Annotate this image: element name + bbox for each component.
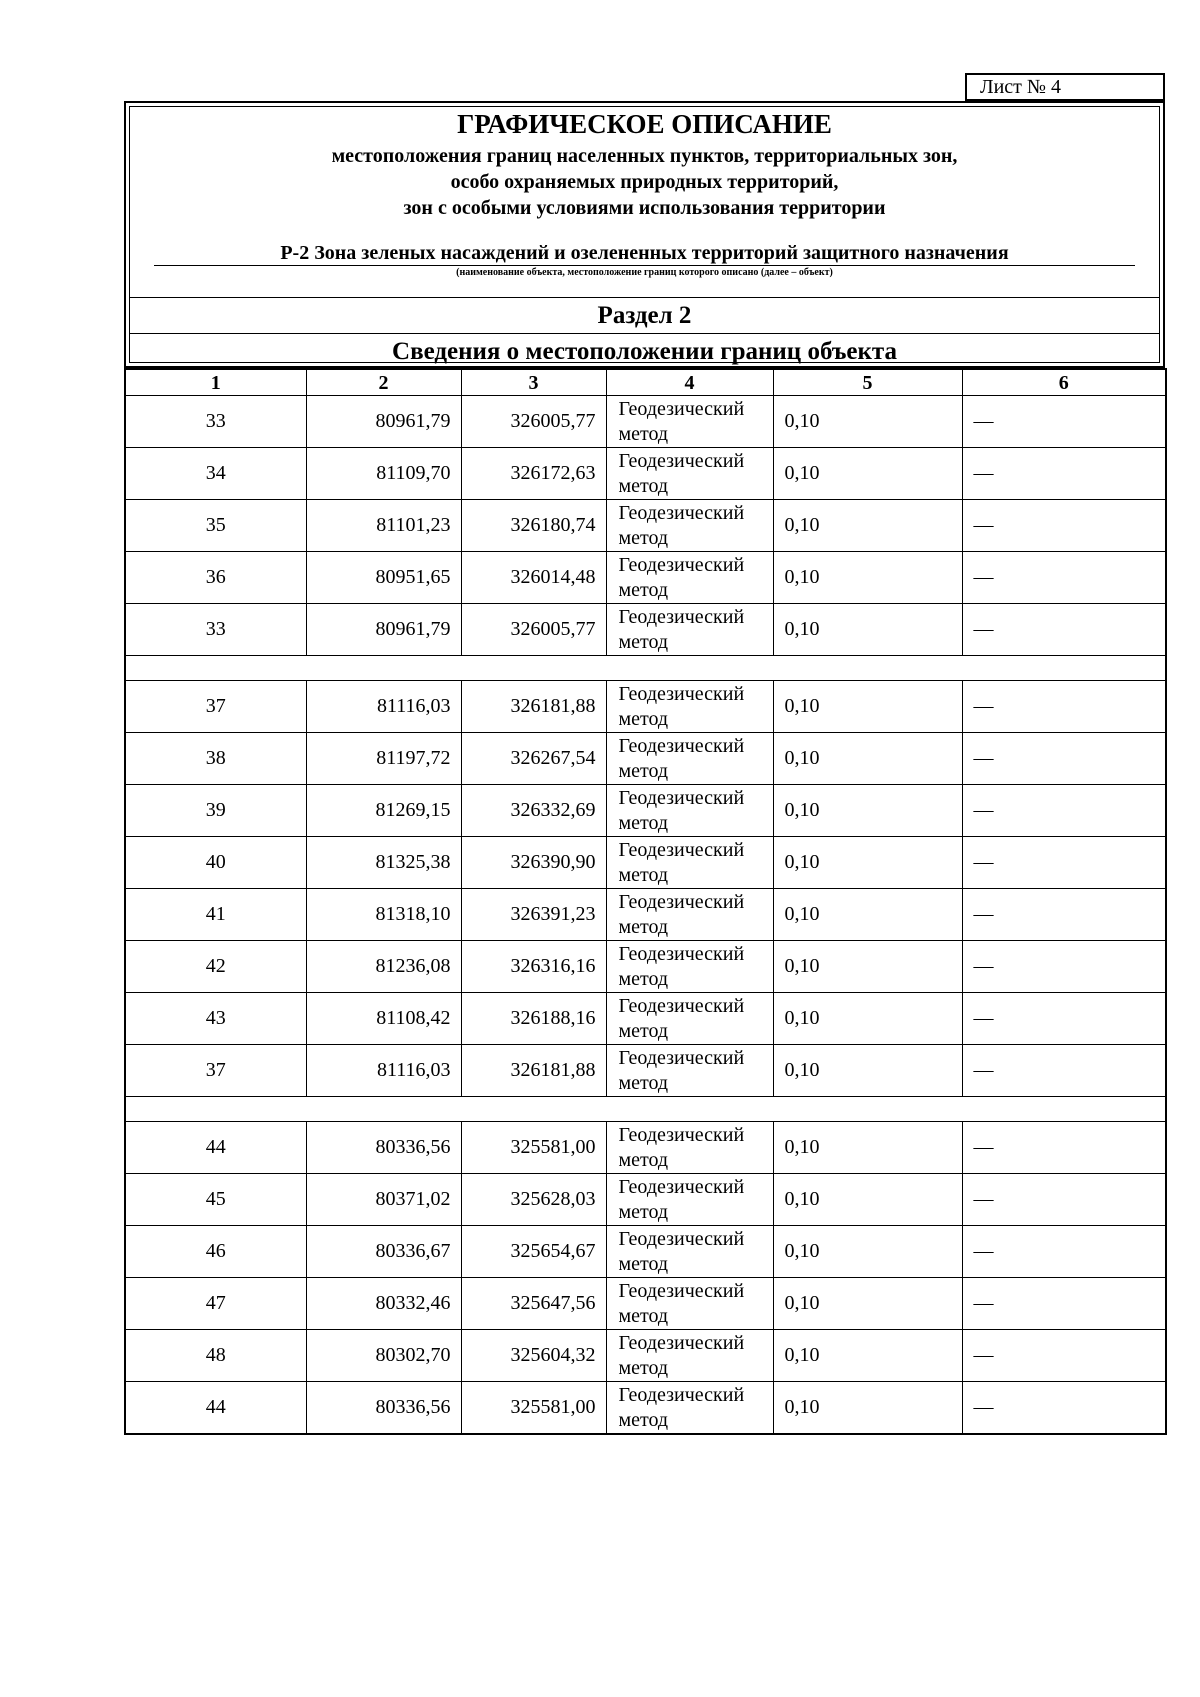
document-subtitle [130, 143, 1159, 221]
method-line: метод [618, 1304, 669, 1327]
point-number-cell: 39 [125, 785, 306, 837]
accuracy-cell: 0,10 [773, 1045, 962, 1097]
method-line: Геодезический [618, 1279, 745, 1302]
method-line: метод [618, 1356, 669, 1379]
y-coordinate-cell: 326332,69 [461, 785, 606, 837]
point-number-cell: 45 [125, 1174, 306, 1226]
method-line: метод [618, 915, 669, 938]
description-cell: — [962, 604, 1166, 656]
method-line: метод [618, 759, 669, 782]
method-cell [606, 448, 773, 500]
table-row [125, 1382, 1166, 1435]
section-title: Раздел 2 [597, 302, 692, 329]
x-coordinate-cell: 81197,72 [306, 733, 461, 785]
point-number-cell: 47 [125, 1278, 306, 1330]
method-line: метод [618, 863, 669, 886]
method-line: метод [618, 578, 669, 601]
method-cell [606, 604, 773, 656]
method-line: метод [618, 1148, 669, 1171]
method-line: Геодезический [618, 994, 745, 1017]
method-line: Геодезический [618, 605, 745, 628]
accuracy-cell: 0,10 [773, 733, 962, 785]
accuracy-cell: 0,10 [773, 993, 962, 1045]
x-coordinate-cell: 81269,15 [306, 785, 461, 837]
method-line: Геодезический [618, 786, 745, 809]
method-line: Геодезический [618, 1383, 745, 1406]
table-row [125, 396, 1166, 448]
method-line: метод [618, 1071, 669, 1094]
document-header [124, 101, 1165, 368]
accuracy-cell: 0,10 [773, 396, 962, 448]
y-coordinate-cell: 326005,77 [461, 604, 606, 656]
y-coordinate-cell: 326188,16 [461, 993, 606, 1045]
method-line: Геодезический [618, 942, 745, 965]
table-row [125, 1226, 1166, 1278]
description-cell: — [962, 448, 1166, 500]
point-number-cell: 35 [125, 500, 306, 552]
x-coordinate-cell: 80951,65 [306, 552, 461, 604]
y-coordinate-cell: 326014,48 [461, 552, 606, 604]
x-coordinate-cell: 81325,38 [306, 837, 461, 889]
table-body [125, 396, 1166, 1435]
sheet-number: Лист № 4 [965, 73, 1165, 101]
method-line: Геодезический [618, 1175, 745, 1198]
table-row [125, 1174, 1166, 1226]
column-header: 4 [606, 369, 773, 396]
description-cell: — [962, 993, 1166, 1045]
column-header: 6 [962, 369, 1166, 396]
y-coordinate-cell: 325604,32 [461, 1330, 606, 1382]
method-cell [606, 396, 773, 448]
group-separator-row [125, 656, 1166, 681]
method-line: Геодезический [618, 1227, 745, 1250]
point-number-cell: 36 [125, 552, 306, 604]
point-number-cell: 37 [125, 681, 306, 733]
table-row [125, 889, 1166, 941]
accuracy-cell: 0,10 [773, 1382, 962, 1435]
accuracy-cell: 0,10 [773, 681, 962, 733]
y-coordinate-cell: 325654,67 [461, 1226, 606, 1278]
y-coordinate-cell: 325581,00 [461, 1382, 606, 1435]
table-row [125, 681, 1166, 733]
accuracy-cell: 0,10 [773, 448, 962, 500]
table-row [125, 604, 1166, 656]
method-line: Геодезический [618, 501, 745, 524]
method-line: Геодезический [618, 553, 745, 576]
y-coordinate-cell: 326172,63 [461, 448, 606, 500]
method-cell [606, 733, 773, 785]
y-coordinate-cell: 326267,54 [461, 733, 606, 785]
table-row [125, 837, 1166, 889]
x-coordinate-cell: 81318,10 [306, 889, 461, 941]
method-line: метод [618, 707, 669, 730]
column-header: 3 [461, 369, 606, 396]
y-coordinate-cell: 326391,23 [461, 889, 606, 941]
point-number-cell: 44 [125, 1122, 306, 1174]
point-number-cell: 37 [125, 1045, 306, 1097]
y-coordinate-cell: 326316,16 [461, 941, 606, 993]
subtitle-line: зон с особыми условиями использования территории [403, 197, 886, 219]
accuracy-cell: 0,10 [773, 941, 962, 993]
description-cell: — [962, 1330, 1166, 1382]
description-cell: — [962, 785, 1166, 837]
method-cell [606, 1174, 773, 1226]
description-cell: — [962, 1122, 1166, 1174]
boundary-coordinates-table [124, 368, 1167, 1435]
table-row [125, 1330, 1166, 1382]
column-header: 2 [306, 369, 461, 396]
description-cell: — [962, 941, 1166, 993]
x-coordinate-cell: 80371,02 [306, 1174, 461, 1226]
method-line: Геодезический [618, 1046, 745, 1069]
method-line: Геодезический [618, 1123, 745, 1146]
method-cell [606, 500, 773, 552]
subtitle-line: местоположения границ населенных пунктов, территориальных зон, [331, 145, 958, 167]
point-number-cell: 43 [125, 993, 306, 1045]
accuracy-cell: 0,10 [773, 889, 962, 941]
description-cell: — [962, 1278, 1166, 1330]
x-coordinate-cell: 80961,79 [306, 604, 461, 656]
column-header: 5 [773, 369, 962, 396]
point-number-cell: 40 [125, 837, 306, 889]
method-cell [606, 993, 773, 1045]
table-row [125, 448, 1166, 500]
description-cell: — [962, 1226, 1166, 1278]
method-cell [606, 1330, 773, 1382]
accuracy-cell: 0,10 [773, 1278, 962, 1330]
accuracy-cell: 0,10 [773, 1122, 962, 1174]
y-coordinate-cell: 325628,03 [461, 1174, 606, 1226]
method-cell [606, 1278, 773, 1330]
y-coordinate-cell: 326181,88 [461, 1045, 606, 1097]
method-line: Геодезический [618, 397, 745, 420]
x-coordinate-cell: 81116,03 [306, 681, 461, 733]
table-row [125, 552, 1166, 604]
x-coordinate-cell: 80961,79 [306, 396, 461, 448]
method-cell [606, 552, 773, 604]
separator-cell [125, 1097, 1166, 1122]
divider [130, 333, 1159, 334]
y-coordinate-cell: 325647,56 [461, 1278, 606, 1330]
method-line: метод [618, 526, 669, 549]
point-number-cell: 48 [125, 1330, 306, 1382]
point-number-cell: 33 [125, 396, 306, 448]
x-coordinate-cell: 80336,56 [306, 1122, 461, 1174]
method-cell [606, 1226, 773, 1278]
y-coordinate-cell: 326390,90 [461, 837, 606, 889]
x-coordinate-cell: 81109,70 [306, 448, 461, 500]
point-number-cell: 44 [125, 1382, 306, 1435]
description-cell: — [962, 1045, 1166, 1097]
method-cell [606, 889, 773, 941]
method-line: Геодезический [618, 449, 745, 472]
description-cell: — [962, 500, 1166, 552]
y-coordinate-cell: 325581,00 [461, 1122, 606, 1174]
accuracy-cell: 0,10 [773, 552, 962, 604]
accuracy-cell: 0,10 [773, 1226, 962, 1278]
method-line: метод [618, 811, 669, 834]
accuracy-cell: 0,10 [773, 604, 962, 656]
table-row [125, 941, 1166, 993]
description-cell: — [962, 837, 1166, 889]
object-name: Р-2 Зона зеленых насаждений и озелененных территорий защитного назначения [154, 241, 1135, 266]
method-line: метод [618, 422, 669, 445]
divider [130, 297, 1159, 298]
x-coordinate-cell: 81108,42 [306, 993, 461, 1045]
accuracy-cell: 0,10 [773, 785, 962, 837]
method-line: Геодезический [618, 890, 745, 913]
y-coordinate-cell: 326180,74 [461, 500, 606, 552]
method-line: метод [618, 1200, 669, 1223]
description-cell: — [962, 1174, 1166, 1226]
group-separator-row [125, 1097, 1166, 1122]
point-number-cell: 38 [125, 733, 306, 785]
x-coordinate-cell: 80332,46 [306, 1278, 461, 1330]
x-coordinate-cell: 80302,70 [306, 1330, 461, 1382]
table-header-row [125, 369, 1166, 396]
method-cell [606, 941, 773, 993]
description-cell: — [962, 733, 1166, 785]
method-line: метод [618, 474, 669, 497]
point-number-cell: 34 [125, 448, 306, 500]
table-row [125, 733, 1166, 785]
object-name-caption: (наименование объекта, местоположение границ которого описано (далее – объект) [456, 267, 833, 278]
point-number-cell: 41 [125, 889, 306, 941]
method-line: Геодезический [618, 734, 745, 757]
y-coordinate-cell: 326181,88 [461, 681, 606, 733]
accuracy-cell: 0,10 [773, 500, 962, 552]
point-number-cell: 46 [125, 1226, 306, 1278]
method-line: Геодезический [618, 838, 745, 861]
header-inner-frame [129, 106, 1160, 363]
method-line: Геодезический [618, 682, 745, 705]
section-subtitle: Сведения о местоположении границ объекта [392, 338, 897, 365]
table-row [125, 1045, 1166, 1097]
method-cell [606, 681, 773, 733]
table-row [125, 1122, 1166, 1174]
method-cell [606, 1045, 773, 1097]
document-title: ГРАФИЧЕСКОЕ ОПИСАНИЕ [457, 109, 832, 139]
accuracy-cell: 0,10 [773, 1174, 962, 1226]
point-number-cell: 42 [125, 941, 306, 993]
point-number-cell: 33 [125, 604, 306, 656]
description-cell: — [962, 681, 1166, 733]
method-cell [606, 837, 773, 889]
description-cell: — [962, 396, 1166, 448]
y-coordinate-cell: 326005,77 [461, 396, 606, 448]
table-row [125, 1278, 1166, 1330]
method-line: Геодезический [618, 1331, 745, 1354]
table-row [125, 785, 1166, 837]
subtitle-line: особо охраняемых природных территорий, [450, 171, 839, 193]
method-line: метод [618, 630, 669, 653]
x-coordinate-cell: 81236,08 [306, 941, 461, 993]
method-line: метод [618, 967, 669, 990]
column-header: 1 [125, 369, 306, 396]
method-line: метод [618, 1252, 669, 1275]
x-coordinate-cell: 80336,67 [306, 1226, 461, 1278]
method-cell [606, 785, 773, 837]
x-coordinate-cell: 81116,03 [306, 1045, 461, 1097]
method-line: метод [618, 1019, 669, 1042]
x-coordinate-cell: 81101,23 [306, 500, 461, 552]
description-cell: — [962, 1382, 1166, 1435]
description-cell: — [962, 552, 1166, 604]
x-coordinate-cell: 80336,56 [306, 1382, 461, 1435]
table-row [125, 993, 1166, 1045]
method-cell [606, 1122, 773, 1174]
accuracy-cell: 0,10 [773, 1330, 962, 1382]
description-cell: — [962, 889, 1166, 941]
separator-cell [125, 656, 1166, 681]
table-row [125, 500, 1166, 552]
accuracy-cell: 0,10 [773, 837, 962, 889]
method-cell [606, 1382, 773, 1435]
method-line: метод [618, 1408, 669, 1431]
